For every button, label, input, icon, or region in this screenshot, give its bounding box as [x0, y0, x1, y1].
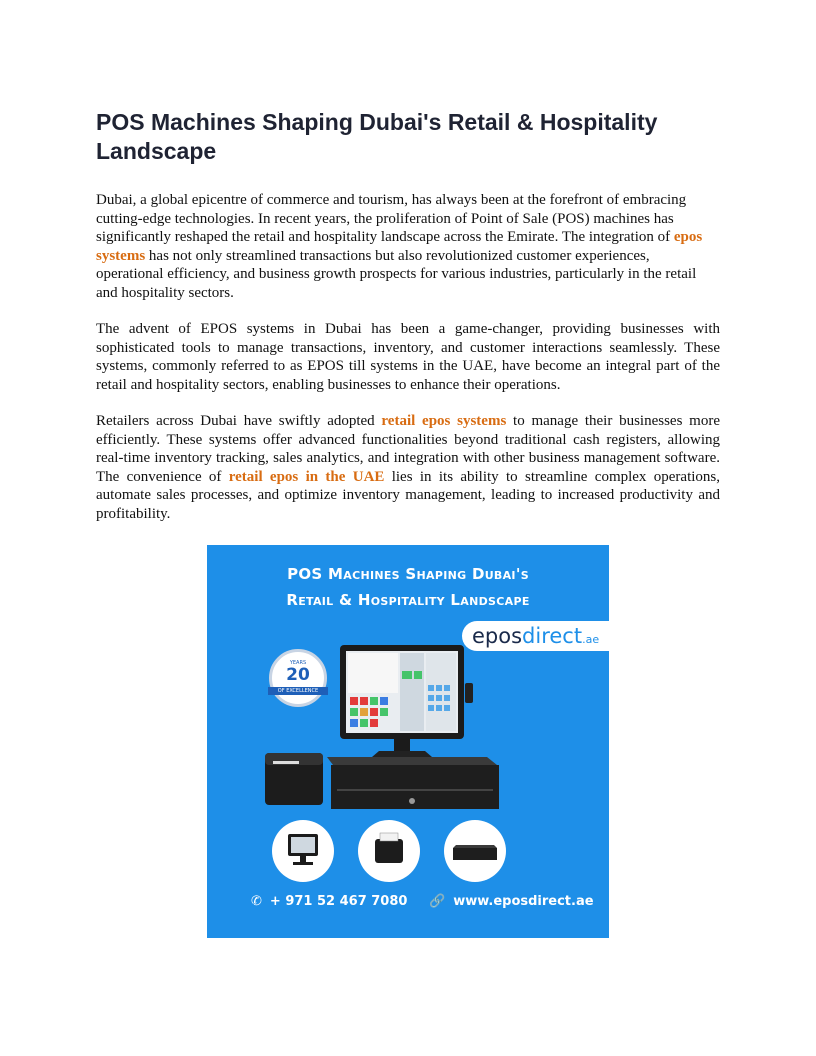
brand-accent: direct — [522, 624, 583, 648]
badge-years: YEARS — [289, 660, 307, 666]
banner-title-line1: POS Machines Shaping Dubai's — [287, 565, 529, 583]
epos-systems-link[interactable]: epos systems — [96, 229, 703, 264]
phone-number[interactable] — [251, 894, 407, 909]
paragraph-intro-text-a: Dubai, a global epicentre of commerce and tourism, has always been at the forefront of embracing cutting-edge technologies. In recent years, the proliferation of Point of Sale (POS) machines has significantly reshaped the retail and hospitality landscape across the Emirate. The integration of — [96, 192, 687, 245]
website-text: www.eposdirect.ae — [453, 894, 594, 909]
pos-hardware-illustration — [207, 545, 609, 938]
printer-product-icon — [358, 820, 420, 882]
badge-number: 20 — [286, 665, 310, 685]
brand-tld: .ae — [582, 633, 600, 646]
paragraph-intro-text-b: has not only streamlined transactions but also revolutionized customer experiences, operational efficiency, and business growth prospects for various industries, particularly in the retail and hospitality sectors. — [96, 247, 697, 301]
article-title: POS Machines Shaping Dubai's Retail & Hospitality Landscape — [96, 109, 658, 164]
phone-text: + 971 52 467 7080 — [269, 894, 408, 909]
receipt-printer-icon — [265, 753, 323, 805]
retail-epos-uae-link[interactable]: retail epos in the UAE — [228, 468, 385, 485]
cash-drawer-icon — [327, 757, 499, 809]
phone-icon: ✆ — [251, 894, 262, 909]
paragraph-retailers-text-b: to manage their businesses more efficiently. These systems offer advanced functionalities beyond traditional cash registers, allowing real-time inventory tracking, sales analytics, and integration with other business management software. The convenience of — [96, 413, 720, 485]
article — [96, 108, 720, 541]
drawer-product-icon — [444, 820, 506, 882]
paragraph-epos-advent: The advent of EPOS systems in Dubai has been a game-changer, providing businesses with sophisticated tools to manage transactions, inventory, and customer interactions seamlessly. These systems, commonly referred to as EPOS till systems in the UAE, have become an integral part of the retail and hospitality sectors, enabling businesses to enhance their operations. — [96, 321, 720, 393]
promo-banner-image — [207, 545, 609, 938]
brand-main: epos — [472, 624, 523, 648]
banner-title-line2: Retail & Hospitality Landscape — [286, 591, 530, 609]
retail-epos-systems-link[interactable]: retail epos systems — [381, 413, 507, 429]
paragraph-retailers — [96, 412, 720, 523]
paragraph-retailers-text-c: lies in its ability to streamline complex operations, automate sales processes, and optimize inventory management, leading to increased productivity and profitability. — [96, 468, 720, 522]
paragraph-intro — [96, 191, 720, 302]
monitor-product-icon — [272, 820, 334, 882]
paragraph-retailers-text-a: Retailers across Dubai have swiftly adopted — [96, 413, 382, 429]
website-link[interactable] — [429, 894, 594, 909]
link-icon: 🔗 — [429, 894, 446, 909]
pos-terminal-icon — [340, 645, 473, 757]
badge-ribbon: OF EXCELLENCE — [268, 687, 328, 695]
